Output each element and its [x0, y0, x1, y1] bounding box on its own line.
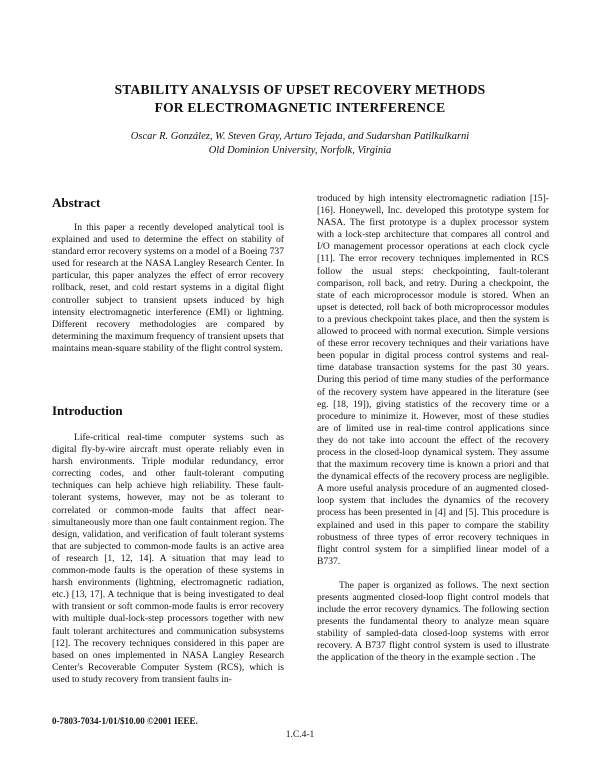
- abstract-paragraph: In this paper a recently developed analytical tool is explained and used to determine the effect on stability of standard error recovery systems on a model of a Boeing 737 used for research at the NASA Langley Research Center. In particular, this paper analyzes the effect of error recovery rollback, reset, and cold restart systems in a digital flight controller subject to transient upsets induced by high intensity electromagnetic interference (EMI) or lightning. Different recovery methodologies are compared by determining the maximum frequency of transient upsets that maintains mean-square stability of the flight control system.: [52, 222, 284, 354]
- introduction-paragraph: Life-critical real-time computer systems such as digital fly-by-wire aircraft must operate reliably even in harsh environments. Triple modular redundancy, error correcting codes, and other fault-tolerant computing techniques can help achieve high reliability. These fault-tolerant systems, however, may not be as tolerant to correlated or common-mode faults that affect near-simultaneously more than one fault containment region. The design, validation, and verification of fault tolerant systems that are subjected to common-mode faults is an active area of research [1, 12, 14]. A situation that may lead to common-mode faults is the operation of these systems in harsh environments (lightning, electromagnetic radiation, etc.) [13, 17]. A technique that is being investigated to deal with transient or soft common-mode faults is error recovery with multiple dual-lock-step processors together with new fault tolerant architectures and communication subsystems [12]. The recovery techniques considered in this paper are based on ones implemented in NASA Langley Research Center's Recoverable Computer System (RCS), which is used to study recovery from transient faults in-: [52, 432, 284, 685]
- abstract-heading: Abstract: [52, 195, 101, 210]
- author-affiliation: Old Dominion University, Norfolk, Virginia: [208, 145, 392, 156]
- right-column-paragraph-2: The paper is organized as follows. The next section presents augmented closed-loop flight control models that include the error recovery dynamics. The following section presents the fundamental theory to analyze mean square stability of sampled-data closed-loop systems with error recovery. A B737 flight control system is used to illustrate the application of the theory in the example section . The: [317, 579, 549, 664]
- right-column: [317, 193, 549, 665]
- copyright-notice: 0-7803-7034-1/01/$10.00 ©2001 IEEE.: [52, 716, 198, 726]
- paper-title-line-1: STABILITY ANALYSIS OF UPSET RECOVERY METHODS: [114, 82, 486, 97]
- abstract-body: [52, 222, 284, 355]
- page-number: 1.C.4-1: [285, 730, 315, 740]
- author-names: Oscar R. González, W. Steven Gray, Arturo Tejada, and Sudarshan Patilkulkarni: [130, 131, 470, 142]
- right-column-paragraph-1: troduced by high intensity electromagnetic radiation [15]-[16]. Honeywell, Inc. developed this prototype system for NASA. The first prototype is a duplex processor system with a lock-step architecture that compares all control and I/O management processor operations at each clock cycle [11]. The error recovery techniques implemented in RCS follow the usual steps: checkpointing, fault-tolerant comparison, roll back, and retry. During a checkpoint, the state of each microprocessor module is stored. When an upset is detected, roll back of both microprocessor modules to a previous checkpoint takes place, and then the system is allowed to proceed with normal execution. Simple versions of these error recovery techniques and their variations have been popular in digital process control systems and real-time database transaction systems for the past 30 years. During this period of time many studies of the performance of the recovery system have appeared in the literature (see eg. [18, 19]), giving statistics of the recovery time or a procedure to minimize it. However, most of these studies are of limited use in real-time control applications since they do not take into account the effect of the recovery process in the closed-loop dynamical system. They assume that the maximum recovery time is known a priori and that the dynamical effects of the recovery process are negligible. A more useful analysis procedure of an augmented closed-loop system that includes the dynamics of the recovery process has been presented in [4] and [5]. This procedure is explained and used in this paper to compare the stability robustness of three types of error recovery techniques in flight control system for a simplified linear model of a B737.: [317, 193, 549, 567]
- introduction-heading: Introduction: [52, 403, 123, 418]
- paper-title-line-2: FOR ELECTROMAGNETIC INTERFERENCE: [154, 100, 446, 115]
- introduction-body: [52, 432, 284, 686]
